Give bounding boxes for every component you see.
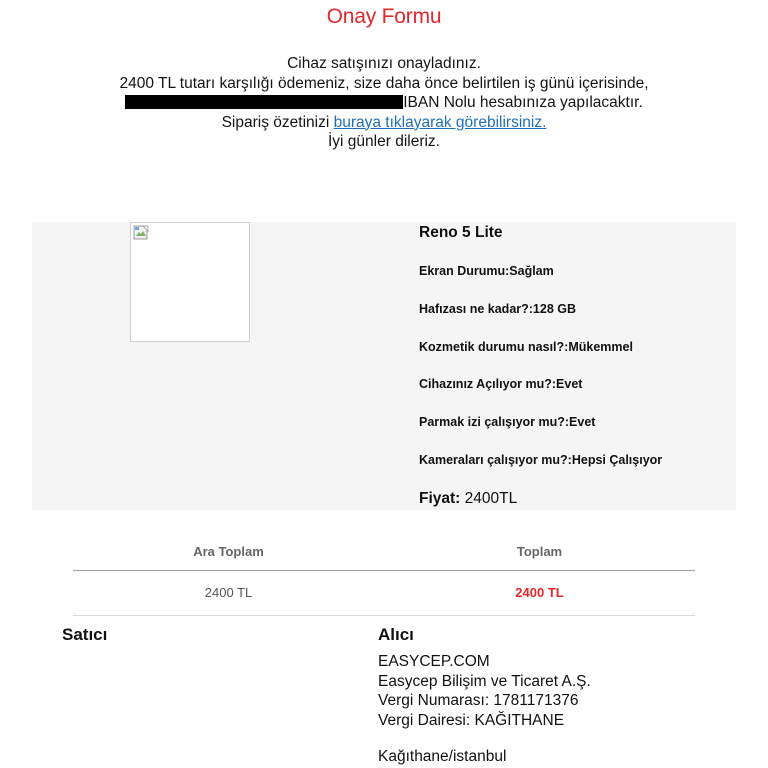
totals-header-divider: [73, 570, 695, 571]
intro-line-4: [0, 113, 768, 133]
total-value: 2400 TL: [515, 585, 564, 600]
buyer-company: Easycep Bilişim ve Ticaret A.Ş.: [378, 672, 591, 690]
intro-line-1: Cihaz satışınızı onayladınız.: [287, 55, 481, 72]
buyer-site: EASYCEP.COM: [378, 653, 490, 670]
spec-screen: Ekran Durumu:Sağlam: [419, 264, 554, 278]
buyer-city: Kağıthane/istanbul: [378, 748, 507, 765]
buyer-details: [378, 652, 591, 767]
page-title: Onay Formu: [326, 5, 442, 28]
spec-storage: Hafızası ne kadar?:128 GB: [419, 302, 577, 316]
product-price: [419, 490, 517, 508]
confirmation-message: [0, 54, 768, 152]
price-label: Fiyat:: [419, 490, 461, 507]
total-header: Toplam: [516, 544, 563, 559]
buyer-heading: Alıcı: [378, 625, 414, 644]
order-summary-link[interactable]: buraya tıklayarak görebilirsiniz.: [333, 113, 547, 131]
intro-line-2: 2400 TL tutarı karşılığı ödemeniz, size daha önce belirtilen iş günü içerisinde,: [119, 74, 649, 92]
spec-power-on: Cihazınız Açılıyor mu?:Evet: [419, 377, 583, 391]
buyer-tax-office: Vergi Dairesi: KAĞITHANE: [378, 711, 565, 729]
intro-line-3: [0, 93, 768, 113]
subtotal-header: Ara Toplam: [193, 544, 264, 559]
product-panel: [32, 222, 736, 510]
spec-fingerprint: Parmak izi çalışıyor mu?:Evet: [419, 415, 596, 429]
spec-cosmetic: Kozmetik durumu nasıl?:Mükemmel: [419, 340, 633, 354]
product-image: [130, 222, 250, 342]
subtotal-value: 2400 TL: [204, 585, 253, 600]
spec-cameras: Kameraları çalışıyor mu?:Hepsi Çalışıyor: [419, 453, 663, 467]
iban-suffix: IBAN Nolu hesabınıza yapılacaktır.: [403, 94, 643, 111]
buyer-tax-number: Vergi Numarası: 1781171376: [378, 692, 579, 709]
broken-image-icon: [133, 225, 149, 241]
redacted-iban: [125, 95, 403, 109]
seller-heading: Satıcı: [62, 625, 108, 644]
intro-line-5: İyi günler dileriz.: [328, 133, 440, 150]
totals-row-divider: [73, 615, 695, 616]
product-name: Reno 5 Lite: [419, 224, 503, 241]
order-summary-prefix: Sipariş özetinizi: [221, 113, 334, 131]
price-value: 2400TL: [464, 490, 518, 507]
